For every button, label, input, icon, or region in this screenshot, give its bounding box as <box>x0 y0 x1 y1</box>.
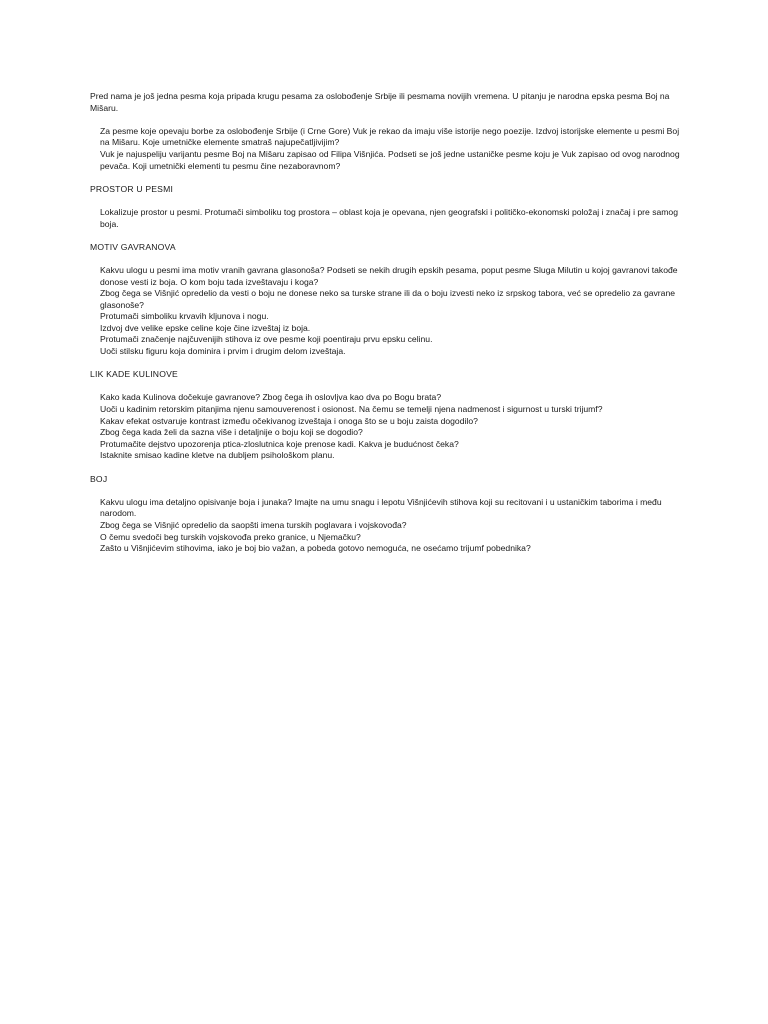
spacer <box>90 381 690 393</box>
section-heading-boj: BOJ <box>90 473 108 484</box>
spacer <box>90 462 690 474</box>
intro-paragraph: Pred nama je još jedna pesma koja pripada krugu pesama za oslobođenje Srbije ili pesmama novijih vremena. U pitanju je narodna epska pesma Boj na Mišaru. <box>90 91 670 113</box>
document-page <box>90 91 690 555</box>
section-heading-kada: LIK KADE KULINOVE <box>90 369 178 380</box>
spacer <box>90 195 690 207</box>
boj-line-3: O čemu svedoči beg turskih vojskovođa preko granice, u Njemačku? <box>100 531 361 542</box>
kada-line-4: Zbog čega kada želi da sazna više i detaljnije o boju koji se dogodio? <box>100 427 363 438</box>
gavranovi-line-3: Protumači simboliku krvavih kljunova i nogu. <box>100 311 269 322</box>
kada-line-5: Protumačite dejstvo upozorenja ptica-zloslutnica koje prenose kadi. Kakva je budućnost čeka? <box>100 438 459 449</box>
gavranovi-line-4: Izdvoj dve velike epske celine koje čine izveštaj iz boja. <box>100 322 311 333</box>
boj-line-4: Zašto u Višnjićevim stihovima, iako je boj bio važan, a pobeda gotovo nemoguća, ne osećamo trijumf pobednika? <box>100 543 531 554</box>
spacer <box>90 114 690 126</box>
gavranovi-line-1: Kakvu ulogu u pesmi ima motiv vranih gavrana glasonoša? Podseti se nekih drugih epskih pesama, poput pesme Sluga Milutin u kojoj gavranovi takođe donose vesti iz boja. O kom boju tada izveštavaju i koga? <box>100 264 678 287</box>
kada-line-3: Kakav efekat ostvaruje kontrast između očekivanog izveštaja i onoga što se u boju zaista dogodilo? <box>100 415 478 426</box>
boj-line-2: Zbog čega se Višnjić opredelio da saopšti imena turskih poglavara i vojskovođa? <box>100 519 407 530</box>
section-heading-gavranovi: MOTIV GAVRANOVA <box>90 241 176 252</box>
kada-line-6: Istaknite smisao kadine kletve na dubljem psihološkom planu. <box>100 450 335 461</box>
spacer <box>90 230 690 242</box>
kada-line-1: Kako kada Kulinova dočekuje gavranove? Zbog čega ih oslovljva kao dva po Bogu brata? <box>100 392 442 403</box>
spacer <box>90 485 690 497</box>
gavranovi-line-2: Zbog čega se Višnjić opredelio da vesti o boju ne donese neko sa turske strane ili da o boju izvesti neko iz srpskog tabora, već se opredelio za gavrane glasonoše? <box>100 288 676 310</box>
section-heading-prostor: PROSTOR U PESMI <box>90 183 174 194</box>
boj-line-1: Kakvu ulogu ima detaljno opisivanje boja i junaka? Imajte na umu snagu i lepotu Višnjićevih stihova koji su recitovani i u ustaničkim taborima i među narodom. <box>100 496 662 519</box>
gavranovi-line-6: Uoči stilsku figuru koja dominira i prvim i drugim delom izveštaja. <box>100 346 346 357</box>
kada-line-2: Uoči u kadinim retorskim pitanjima njenu samouverenost i osionost. Na čemu se temelji njena nadmenost i sigurnost u turski trijumf? <box>100 404 603 415</box>
spacer <box>90 358 690 370</box>
spacer <box>90 172 690 184</box>
spacer <box>90 253 690 265</box>
gavranovi-line-5: Protumači značenje najčuvenijih stihova iz ove pesme koji poentiraju prvu epsku celinu. <box>100 334 433 345</box>
history-paragraph-1: Za pesme koje opevaju borbe za oslobođenje Srbije (i Crne Gore) Vuk je rekao da imaju više istorije nego poezije. Izdvoj istorijske elemente u pesmi Boj na Mišaru. Koje umetničke elemente smatraš najupečatljivijim? <box>100 125 680 148</box>
history-paragraph-2: Vuk je najuspeliju varijantu pesme Boj na Mišaru zapisao od Filipa Višnjića. Podseti se još jedne ustaničke pesme koju je Vuk zapisao od ovog narodnog pevača. Koji umetnički elementi tu pesmu čine nezaboravnom? <box>100 148 680 171</box>
prostor-line-1: Lokalizuje prostor u pesmi. Protumači simboliku tog prostora – oblast koja je opevana, njen geografski i političko-ekonomski položaj i značaj i pre samog boja. <box>100 206 678 229</box>
